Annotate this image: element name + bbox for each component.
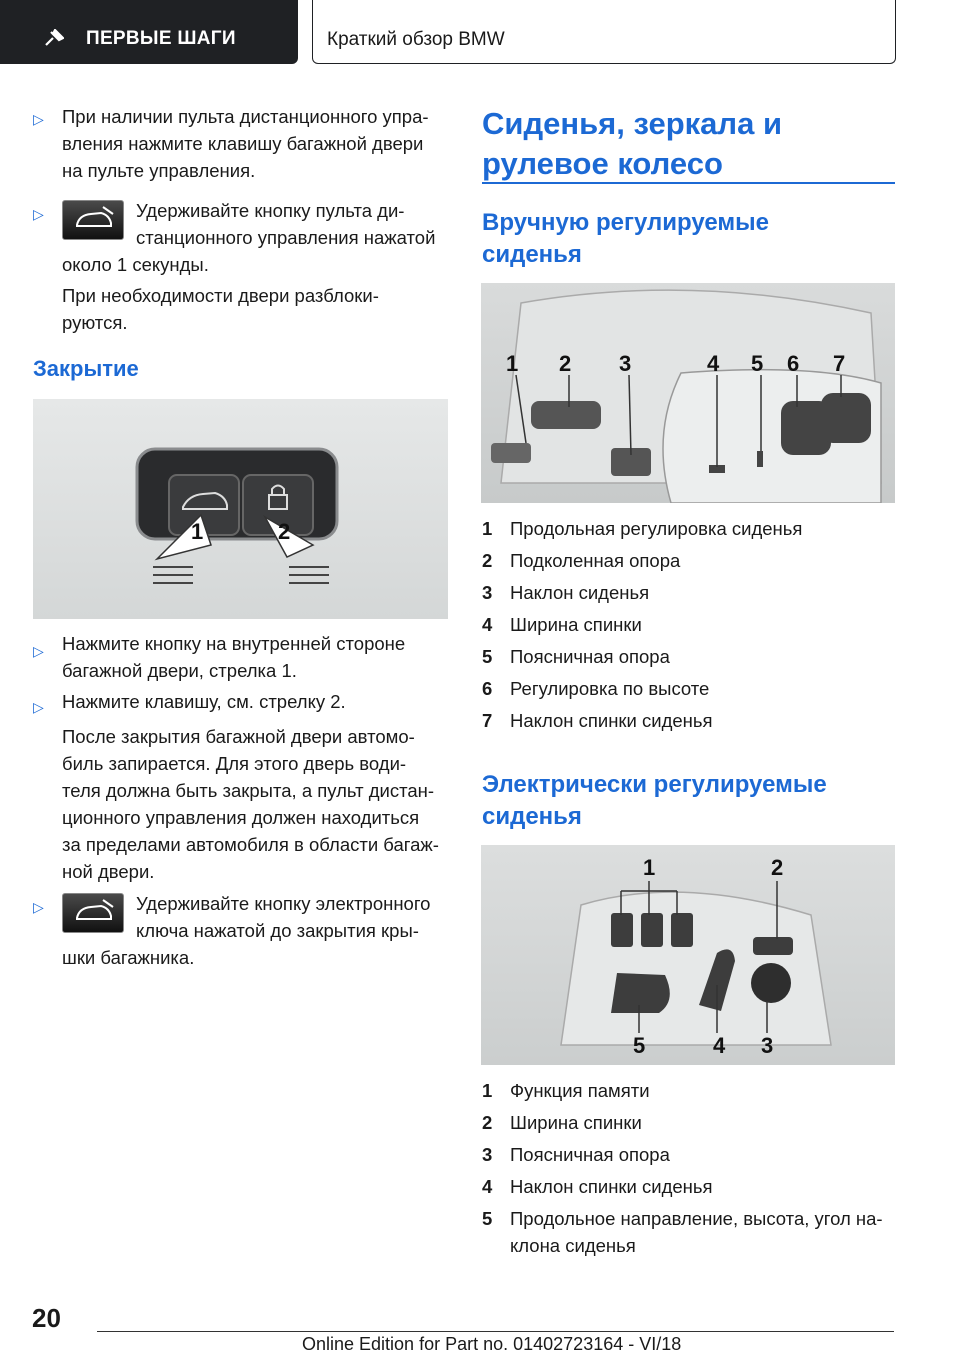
figure-label: 7 [833,351,846,376]
chapter-title: Краткий обзор BMW [327,29,505,50]
remote-trunk-button-icon [62,200,124,240]
figure-label: 3 [619,351,632,376]
figure-label: 1 [506,351,519,376]
key-trunk-button-icon [62,893,124,933]
section-tab [0,0,298,64]
chapter-heading: Сиденья, зеркала и рулевое колесо [482,106,782,181]
paragraph: шки багажника. [62,947,195,968]
electric-seat-figure [481,845,895,1065]
section-heading: Вручную регулируемые сиденья [482,209,770,268]
paragraph: Нажмите клавишу, см. стрелку 2. [62,691,346,712]
pin-icon [44,29,64,47]
trunk-buttons-figure [33,399,448,619]
footer-rule [97,1331,894,1332]
figure-label: 1 [643,855,656,880]
paragraph: Нажмите кнопку на внутренней стороне багажной двери, стрелка 1. [62,633,406,681]
paragraph: При необходимости двери разблоки- руются. [62,285,379,333]
bullet-icon: ▷ [33,111,44,127]
bullet-icon: ▷ [33,643,44,659]
figure-label: 3 [761,1033,774,1058]
paragraph: Удерживайте кнопку электронного ключа нажатой до закрытия кры- [136,893,431,941]
footer-edition: Online Edition for Part no. 01402723164 - VI/18 [302,1334,682,1354]
bullet-icon: ▷ [33,899,44,915]
figure-label: 4 [707,351,720,376]
figure-label: 2 [771,855,784,880]
figure-label: 4 [713,1033,726,1058]
chapter-tab [312,0,896,64]
figure-label: 1 [191,519,204,544]
paragraph: Удерживайте кнопку пульта ди- станционного управления нажатой [136,200,436,248]
figure-label: 6 [787,351,800,376]
section-title: ПЕРВЫЕ ШАГИ [86,28,236,49]
manual-seat-figure [481,283,895,503]
paragraph: около 1 секунды. [62,254,209,275]
figure-label: 5 [751,351,764,376]
paragraph: После закрытия багажной двери автомо- биль запирается. Для этого дверь води- теля должна быть закрыта, а пульт дистан- ционного управления должен находиться за пределами автомобиля в области багаж- ной двери. [62,726,439,882]
bullet-icon: ▷ [33,699,44,715]
figure-label: 2 [559,351,572,376]
heading-rule [482,182,895,184]
paragraph: При наличии пульта дистанционного упра- вления нажмите клавишу багажной двери на пульте управления. [62,106,429,181]
figure-label: 2 [278,519,291,544]
figure-label: 5 [633,1033,646,1058]
bullet-icon: ▷ [33,206,44,222]
section-heading: Закрытие [33,356,139,381]
page-number: 20 [32,1303,61,1333]
section-heading: Электрически регулируемые сиденья [482,771,827,830]
